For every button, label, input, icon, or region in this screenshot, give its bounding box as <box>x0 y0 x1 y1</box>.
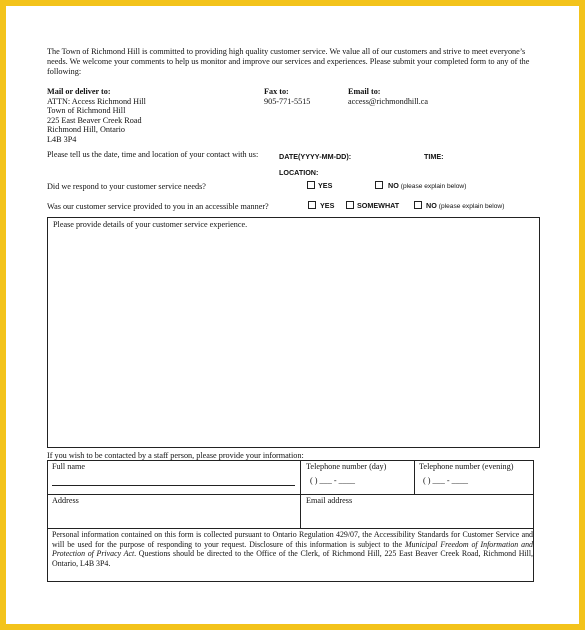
mail-line: Richmond Hill, Ontario <box>47 125 126 135</box>
mail-line: L4B 3P4 <box>47 134 77 144</box>
telephone-evening-field[interactable]: ( ) ___ - ____ <box>423 476 469 485</box>
email-heading: Email to: <box>348 87 381 96</box>
full-name-field[interactable] <box>52 485 295 486</box>
q2-no-text: NO <box>426 201 437 210</box>
mail-line: 225 East Beaver Creek Road <box>47 115 142 125</box>
form-page <box>6 6 579 624</box>
q1-no-text: NO <box>388 181 399 190</box>
q1-no-checkbox[interactable] <box>375 181 383 189</box>
q2-yes-checkbox[interactable] <box>308 201 316 209</box>
row-divider <box>47 494 534 495</box>
mail-line: ATTN: Access Richmond Hill <box>47 96 146 106</box>
q2-somewhat-label: SOMEWHAT <box>357 201 400 210</box>
row-divider <box>47 528 534 529</box>
q2-no-checkbox[interactable] <box>414 201 422 209</box>
fax-heading: Fax to: <box>264 87 289 96</box>
contact-intro: If you wish to be contacted by a staff person, please provide your information: <box>47 451 304 460</box>
telephone-day-field[interactable]: ( ) ___ - ____ <box>310 476 356 485</box>
q2-no-note: (please explain below) <box>438 203 505 210</box>
email-address-label: Email address <box>306 496 353 505</box>
disclaimer-text: Personal information contained on this form is collected pursuant to Ontario Regulation 429/07, the Accessibility Standards for Customer Service and will be used for the purpose of responding to your request. Disclosure of this information is subject to the <box>52 530 533 549</box>
disclaimer-text-2: . Questions should be directed to the Office of the Clerk, of Richmond Hill, 225 East Beaver Creek Road, Richmond Hill, Ontario, L4B 3P4. <box>52 549 533 568</box>
telephone-day-label: Telephone number (day) <box>306 462 387 471</box>
address-label: Address <box>52 496 79 505</box>
full-name-label: Full name <box>52 462 85 471</box>
privacy-disclaimer <box>52 530 533 568</box>
mail-section <box>47 87 146 145</box>
q1-no-label <box>388 181 466 191</box>
date-label: DATE(YYYY-MM-DD): <box>279 152 352 161</box>
mail-heading: Mail or deliver to: <box>47 87 111 96</box>
q2-yes-label: YES <box>320 201 335 210</box>
q2-somewhat-checkbox[interactable] <box>346 201 354 209</box>
location-label: LOCATION: <box>279 168 319 177</box>
fax-number: 905-771-5515 <box>264 96 311 106</box>
act-name: Municipal Freedom of Information and Protection of Privacy Act <box>52 539 533 558</box>
q1-no-note: (please explain below) <box>400 183 467 190</box>
fax-section <box>264 87 310 106</box>
q1-yes-checkbox[interactable] <box>307 181 315 189</box>
email-address-text: access@richmondhill.ca <box>348 96 429 106</box>
q1-yes-label: YES <box>318 181 333 190</box>
q2-no-label <box>426 201 504 211</box>
telephone-evening-label: Telephone number (evening) <box>419 462 514 471</box>
contact-question: Please tell us the date, time and location of your contact with us: <box>47 150 259 159</box>
details-textarea[interactable] <box>47 217 540 448</box>
intro-paragraph: The Town of Richmond Hill is committed to providing high quality customer service. We value all of our customers and strive to meet everyone’s needs. We welcome your comments to help us monitor and improve our services and experiences. Please submit your completed form to any of the following: <box>47 47 530 77</box>
column-divider <box>414 460 415 495</box>
details-label: Please provide details of your customer service experience. <box>53 220 248 229</box>
email-section <box>348 87 428 106</box>
question-accessible: Was our customer service provided to you in an accessible manner? <box>47 202 269 211</box>
question-respond: Did we respond to your customer service needs? <box>47 182 206 191</box>
time-label: TIME: <box>424 152 444 161</box>
mail-line: Town of Richmond Hill <box>47 106 126 116</box>
